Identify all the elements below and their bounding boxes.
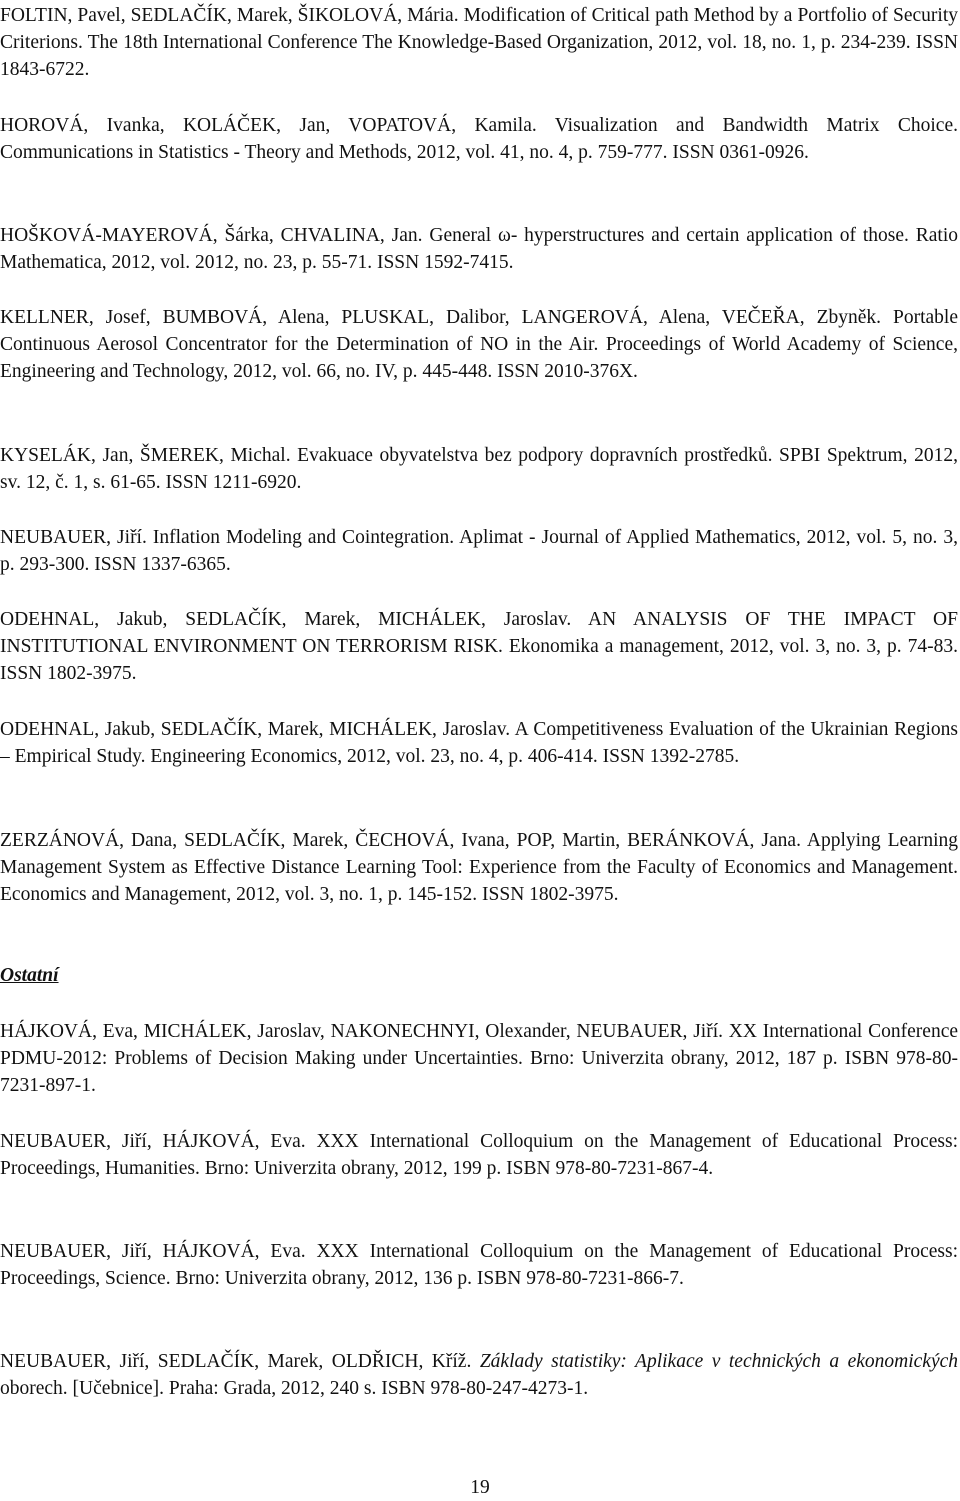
reference-entry: HOROVÁ, Ivanka, KOLÁČEK, Jan, VOPATOVÁ, Kamila. Visualization and Bandwidth Matrix Choice. Communications in Statistics - Theory and Methods, 2012, vol. 41, no. 4, p. 759-777. ISSN 0361-0926.: [0, 115, 958, 163]
reference-entry: ODEHNAL, Jakub, SEDLAČÍK, Marek, MICHÁLEK, Jaroslav. A Competitiveness Evaluation of the Ukrainian Regions – Empirical Study. Engineering Economics, 2012, vol. 23, no. 4, p. 406-414. ISSN 1392-2785.: [0, 719, 958, 767]
reference-entry: NEUBAUER, Jiří, HÁJKOVÁ, Eva. XXX International Colloquium on the Management of Educational Process: Proceedings, Humanities. Brno: Univerzita obrany, 2012, 199 p. ISBN 978-80-7231-867-4.: [0, 1131, 958, 1179]
reference-entry: KYSELÁK, Jan, ŠMEREK, Michal. Evakuace obyvatelstva bez podpory dopravních prostředků. SPBI Spektrum, 2012, sv. 12, č. 1, s. 61-65. ISSN 1211-6920.: [0, 445, 958, 493]
section-heading: Ostatní: [0, 965, 59, 986]
reference-entry: ZERZÁNOVÁ, Dana, SEDLAČÍK, Marek, ČECHOVÁ, Ivana, POP, Martin, BERÁNKOVÁ, Jana. Applying Learning Management System as Effective Distance Learning Tool: Experience from the Faculty of Economics and Management. Economics and Management, 2012, vol. 3, no. 1, p. 145-152. ISSN 1802-3975.: [0, 830, 958, 905]
reference-title: Základy statistiky: Aplikace v technických a ekonomických: [479, 1351, 959, 1372]
reference-entry: HÁJKOVÁ, Eva, MICHÁLEK, Jaroslav, NAKONECHNYI, Olexander, NEUBAUER, Jiří. XX International Conference PDMU-2012: Problems of Decision Making under Uncertainties. Brno: Univerzita obrany, 2012, 187 p. ISBN 978-80-7231-897-1.: [0, 1021, 958, 1096]
page-number: 19: [470, 1477, 490, 1498]
reference-authors: NEUBAUER, Jiří, SEDLAČÍK, Marek, OLDŘICH, Kříž.: [0, 1351, 472, 1372]
reference-entry: ODEHNAL, Jakub, SEDLAČÍK, Marek, MICHÁLEK, Jaroslav. AN ANALYSIS OF THE IMPACT OF INSTITUTIONAL ENVIRONMENT ON TERRORISM RISK. Ekonomika a management, 2012, vol. 3, no. 3, p. 74-83. ISSN 1802-3975.: [0, 609, 958, 684]
reference-entry: NEUBAUER, Jiří. Inflation Modeling and Cointegration. Aplimat - Journal of Applied Mathematics, 2012, vol. 5, no. 3, p. 293-300. ISSN 1337-6365.: [0, 527, 958, 575]
reference-entry: NEUBAUER, Jiří, HÁJKOVÁ, Eva. XXX International Colloquium on the Management of Educational Process: Proceedings, Science. Brno: Univerzita obrany, 2012, 136 p. ISBN 978-80-7231-866-7.: [0, 1241, 958, 1289]
reference-entry: HOŠKOVÁ-MAYEROVÁ, Šárka, CHVALINA, Jan. General ω- hyperstructures and certain application of those. Ratio Mathematica, 2012, vol. 2012, no. 23, p. 55-71. ISSN 1592-7415.: [0, 225, 958, 273]
reference-details: oborech. [Učebnice]. Praha: Grada, 2012, 240 s. ISBN 978-80-247-4273-1.: [0, 1377, 589, 1399]
reference-entry: [0, 1349, 958, 1403]
reference-entry: FOLTIN, Pavel, SEDLAČÍK, Marek, ŠIKOLOVÁ, Mária. Modification of Critical path Method by a Portfolio of Security Criterions. The 18th International Conference The Knowledge-Based Organization, 2012, vol. 18, no. 1, p. 234-239. ISSN 1843-6722.: [0, 5, 958, 80]
reference-entry: KELLNER, Josef, BUMBOVÁ, Alena, PLUSKAL, Dalibor, LANGEROVÁ, Alena, VEČEŘA, Zbyněk. Portable Continuous Aerosol Concentrator for the Determination of NO in the Air. Proceedings of World Academy of Science, Engineering and Technology, 2012, vol. 66, no. IV, p. 445-448. ISSN 2010-376X.: [0, 307, 958, 382]
